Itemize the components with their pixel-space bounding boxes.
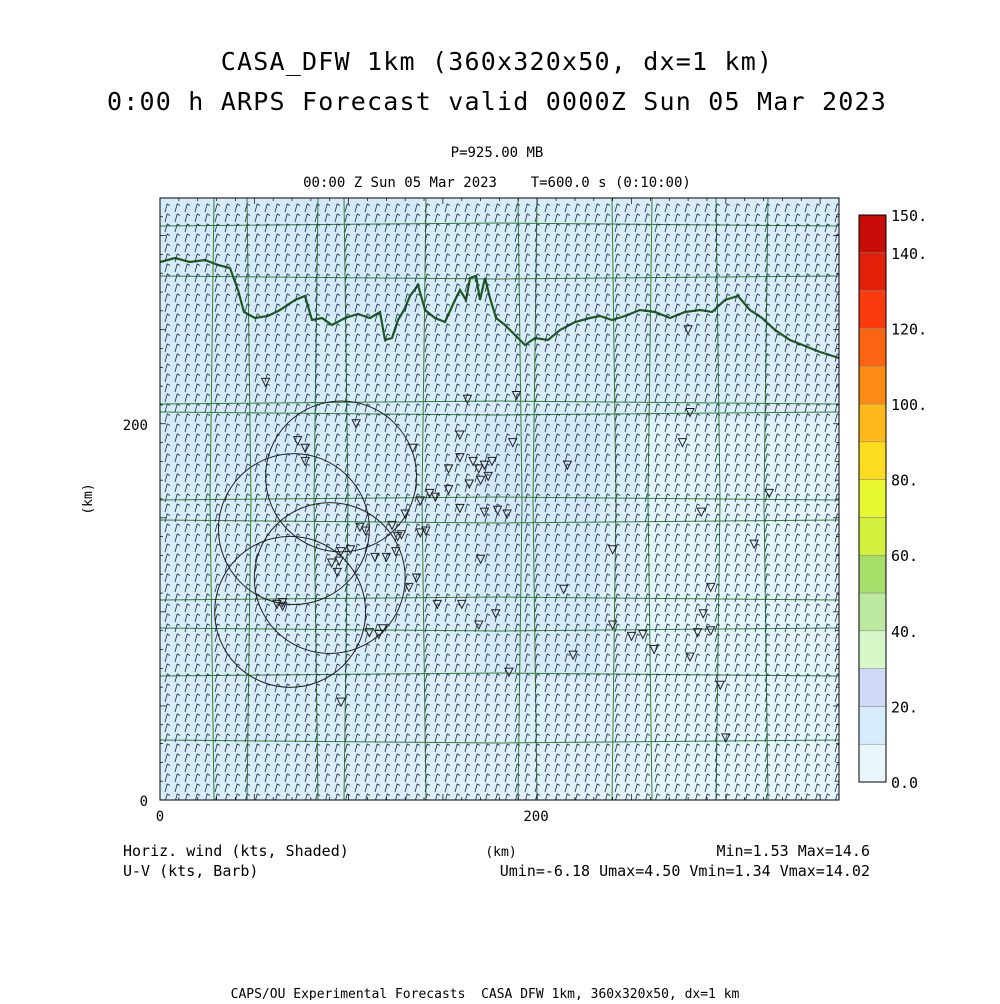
footer-vector-label: U-V (kts, Barb) — [123, 862, 259, 880]
time-label: 00:00 Z Sun 05 Mar 2023 T=600.0 s (0:10:00) — [303, 175, 691, 191]
x-tick-label-0: 0 — [155, 809, 165, 825]
x-axis-label: (km) — [485, 845, 517, 860]
colorbar-label: 120. — [891, 320, 928, 339]
colorbar-label: 0.0 — [891, 774, 919, 792]
colorbar-label: 20. — [891, 698, 919, 717]
wind-speed-patch — [640, 420, 840, 800]
colorbar-bin — [859, 555, 886, 593]
colorbar-label: 150. — [891, 207, 928, 225]
colorbar-bin — [859, 442, 886, 480]
colorbar-bin — [859, 669, 886, 707]
colorbar-bin — [859, 291, 886, 329]
plot-area — [160, 198, 840, 802]
y-tick-label-0: 0 — [139, 794, 148, 810]
colorbar-label: 80. — [891, 471, 919, 490]
colorbar-label: 100. — [891, 396, 928, 414]
y-axis-label: (km) — [81, 483, 96, 515]
colorbar — [859, 215, 886, 782]
footer-field-label: Horiz. wind (kts, Shaded) — [123, 842, 349, 860]
colorbar-label: 140. — [891, 244, 928, 263]
credit-line: CAPS/OU Experimental Forecasts CASA DFW 1km, 360x320x50, dx=1 km — [230, 987, 740, 1000]
colorbar-bin — [859, 253, 886, 291]
colorbar-bin — [859, 366, 886, 404]
footer-uv-stats: Umin=-6.18 Umax=4.50 Vmin=1.34 Vmax=14.02 — [499, 862, 870, 880]
footer-minmax: Min=1.53 Max=14.6 — [716, 842, 870, 860]
colorbar-bin — [859, 517, 886, 555]
colorbar-bin — [859, 404, 886, 442]
colorbar-label: 60. — [891, 547, 919, 566]
pressure-label: P=925.00 MB — [450, 145, 544, 161]
wind-speed-patch — [480, 420, 600, 680]
colorbar-bin — [859, 328, 886, 366]
colorbar-bin — [859, 744, 886, 782]
colorbar-labels — [891, 207, 927, 792]
y-tick-label-200: 200 — [122, 418, 148, 434]
x-tick-label-200: 200 — [523, 809, 549, 825]
colorbar-bin — [859, 706, 886, 744]
colorbar-bin — [859, 215, 886, 253]
title-line-2: 0:00 h ARPS Forecast valid 0000Z Sun 05 Mar 2023 — [106, 87, 888, 116]
title-line-1: CASA_DFW 1km (360x320x50, dx=1 km) — [220, 47, 774, 76]
colorbar-label: 40. — [891, 622, 919, 641]
colorbar-bin — [859, 631, 886, 669]
colorbar-bin — [859, 480, 886, 518]
colorbar-bin — [859, 593, 886, 631]
